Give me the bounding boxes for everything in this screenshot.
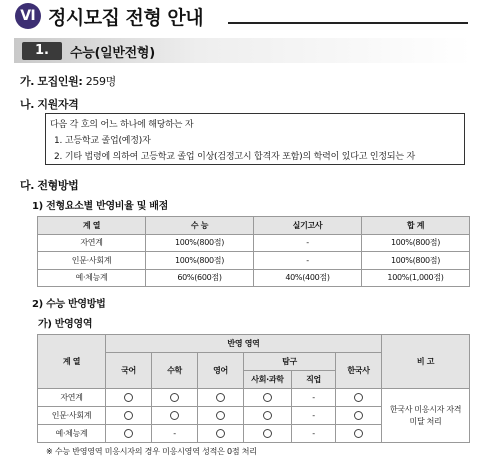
column-group-header: 반영 영역 [106,335,382,353]
column-header: 수 능 [146,217,254,235]
column-header: 영어 [198,353,244,389]
column-group-header: 탐구 [244,353,336,371]
table-cell: 100%(1,000점) [362,269,470,287]
table-row [38,252,470,270]
circle-mark-icon [263,411,272,420]
table-cell: 자연계 [38,234,146,252]
circle-mark-icon [263,429,272,438]
table-cell: 인문·사회계 [38,407,106,425]
recruitment-value: 259명 [85,75,116,88]
column-header: 수학 [152,353,198,389]
mark-cell: - [292,389,336,407]
table-row [38,269,470,287]
column-header: 사회·과학 [244,371,292,389]
mark-cell: - [152,425,198,443]
mark-cell [198,425,244,443]
header-underline [228,22,468,24]
table-cell: 100%(800점) [146,234,254,252]
qualification-item-1: 1. 고등학교 졸업(예정)자 [54,136,151,146]
footnote: ※ 수능 반영영역 미응시자의 경우 미응시영역 성적은 0점 처리 [46,447,257,456]
table-cell: 40%(400점) [254,269,362,287]
column-header: 비 고 [382,335,470,389]
qualification-box [45,113,465,165]
mark-cell [336,389,382,407]
table-cell: - [254,234,362,252]
column-header: 한국사 [336,353,382,389]
column-header: 직업 [292,371,336,389]
remark-cell: 한국사 미응시자 자격 미달 처리 [382,389,470,443]
table-cell: 100%(800점) [146,252,254,270]
method-subheading-1: 1) 전형요소별 반영비율 및 배점 [32,201,168,212]
circle-mark-icon [354,393,363,402]
section-number: 1. [22,42,62,60]
table-cell: 예·체능계 [38,269,146,287]
table-cell: 인문·사회계 [38,252,146,270]
table-cell: 예·체능계 [38,425,106,443]
circle-mark-icon [263,393,272,402]
table-header-row [38,217,470,235]
table-cell: 60%(600점) [146,269,254,287]
qualification-item-2: 2. 기타 법령에 의하여 고등학교 졸업 이상(검정고시 합격자 포함)의 학력이 있다고 인정되는 자 [54,152,416,162]
table-header-row [38,335,470,353]
mark-cell [244,407,292,425]
circle-mark-icon [216,429,225,438]
recruitment-line [20,73,116,89]
table-cell: 100%(800점) [362,252,470,270]
mark-cell: - [292,425,336,443]
circle-mark-icon [216,393,225,402]
circle-mark-icon [216,411,225,420]
circle-mark-icon [170,411,179,420]
mark-cell [152,389,198,407]
chapter-number-badge: Ⅵ [15,3,41,29]
table-cell: 100%(800점) [362,234,470,252]
circle-mark-icon [124,429,133,438]
page-title: 정시모집 전형 안내 [48,7,204,29]
section-title: 수능(일반전형) [70,46,155,61]
column-header: 합 계 [362,217,470,235]
qualification-heading: 나. 지원자격 [20,98,79,111]
mark-cell [336,407,382,425]
mark-cell [336,425,382,443]
circle-mark-icon [170,393,179,402]
ratio-table [37,216,470,287]
circle-mark-icon [124,411,133,420]
mark-cell [106,407,152,425]
table-row [38,234,470,252]
mark-cell [106,425,152,443]
method-subheading-2: 2) 수능 반영방법 [32,299,106,310]
mark-cell [244,389,292,407]
recruitment-label: 가. 모집인원: [20,75,83,88]
method-subheading-2a: 가) 반영영역 [38,319,93,330]
table-cell: 자연계 [38,389,106,407]
circle-mark-icon [354,411,363,420]
circle-mark-icon [124,393,133,402]
qualification-intro: 다음 각 호의 어느 하나에 해당하는 자 [50,120,194,130]
page-header [0,0,484,34]
column-header: 계 열 [38,217,146,235]
mark-cell [198,389,244,407]
table-cell: - [254,252,362,270]
mark-cell [244,425,292,443]
mark-cell [106,389,152,407]
column-header: 실기고사 [254,217,362,235]
circle-mark-icon [354,429,363,438]
table-row [38,389,470,407]
column-header: 계 열 [38,335,106,389]
reflection-table [37,334,470,443]
mark-cell [198,407,244,425]
mark-cell [152,407,198,425]
method-heading: 다. 전형방법 [20,179,79,192]
mark-cell: - [292,407,336,425]
column-header: 국어 [106,353,152,389]
